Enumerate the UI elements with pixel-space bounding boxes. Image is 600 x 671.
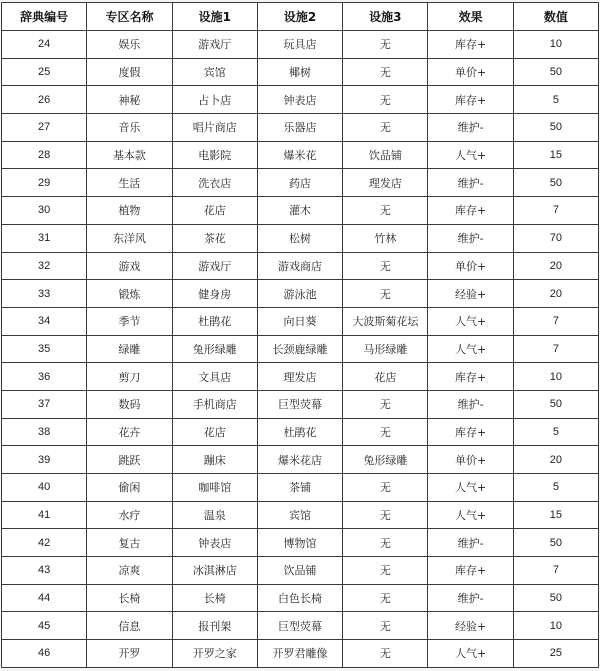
table-body [2, 31, 599, 668]
facility-2-cell: 爆米花店 [257, 446, 342, 474]
value-cell: 5 [513, 418, 598, 446]
dictionary-number-cell: 39 [2, 446, 87, 474]
facility-3-cell: 无 [343, 86, 428, 114]
facility-2-cell: 向日葵 [257, 307, 342, 335]
table-row [2, 612, 599, 640]
value-cell: 20 [513, 252, 598, 280]
value-cell: 50 [513, 114, 598, 142]
header-value: 数值 [513, 3, 598, 31]
dictionary-number-cell: 42 [2, 529, 87, 557]
effect-cell: 人气+ [428, 141, 513, 169]
value-cell: 15 [513, 141, 598, 169]
table-row [2, 280, 599, 308]
zone-name-cell: 生活 [87, 169, 172, 197]
effect-cell: 库存+ [428, 418, 513, 446]
facility-1-cell: 游戏厅 [172, 31, 257, 59]
facility-3-cell: 马形绿雕 [343, 335, 428, 363]
zone-dictionary-table [1, 2, 599, 668]
facility-3-cell: 无 [343, 584, 428, 612]
dictionary-number-cell: 44 [2, 584, 87, 612]
dictionary-number-cell: 36 [2, 363, 87, 391]
facility-3-cell: 无 [343, 474, 428, 502]
table-row [2, 58, 599, 86]
header-facility-1: 设施1 [172, 3, 257, 31]
dictionary-number-cell: 32 [2, 252, 87, 280]
facility-2-cell: 爆米花 [257, 141, 342, 169]
facility-3-cell: 理发店 [343, 169, 428, 197]
facility-1-cell: 手机商店 [172, 390, 257, 418]
effect-cell: 库存+ [428, 363, 513, 391]
dictionary-number-cell: 40 [2, 474, 87, 502]
zone-name-cell: 基本款 [87, 141, 172, 169]
facility-1-cell: 杜鹃花 [172, 307, 257, 335]
facility-1-cell: 蹦床 [172, 446, 257, 474]
facility-2-cell: 白色长椅 [257, 584, 342, 612]
dictionary-number-cell: 43 [2, 557, 87, 585]
header-effect: 效果 [428, 3, 513, 31]
effect-cell: 库存+ [428, 86, 513, 114]
effect-cell: 维护- [428, 584, 513, 612]
table-row [2, 224, 599, 252]
facility-3-cell: 无 [343, 390, 428, 418]
value-cell: 15 [513, 501, 598, 529]
value-cell: 50 [513, 58, 598, 86]
table-row [2, 31, 599, 59]
effect-cell: 经验+ [428, 280, 513, 308]
zone-name-cell: 凉爽 [87, 557, 172, 585]
zone-name-cell: 游戏 [87, 252, 172, 280]
table-row [2, 169, 599, 197]
facility-2-cell: 理发店 [257, 363, 342, 391]
facility-3-cell: 无 [343, 31, 428, 59]
facility-1-cell: 报刊架 [172, 612, 257, 640]
dictionary-number-cell: 45 [2, 612, 87, 640]
table-row [2, 557, 599, 585]
zone-name-cell: 绿雕 [87, 335, 172, 363]
effect-cell: 维护- [428, 224, 513, 252]
value-cell: 20 [513, 446, 598, 474]
dictionary-number-cell: 27 [2, 114, 87, 142]
header-dictionary-number: 辞典编号 [2, 3, 87, 31]
table-row [2, 114, 599, 142]
facility-3-cell: 大波斯菊花坛 [343, 307, 428, 335]
effect-cell: 维护- [428, 114, 513, 142]
value-cell: 10 [513, 612, 598, 640]
table-row [2, 474, 599, 502]
dictionary-number-cell: 31 [2, 224, 87, 252]
facility-1-cell: 文具店 [172, 363, 257, 391]
value-cell: 25 [513, 640, 598, 668]
zone-name-cell: 音乐 [87, 114, 172, 142]
dictionary-number-cell: 30 [2, 197, 87, 225]
table-row [2, 584, 599, 612]
facility-2-cell: 钟表店 [257, 86, 342, 114]
facility-2-cell: 博物馆 [257, 529, 342, 557]
effect-cell: 库存+ [428, 557, 513, 585]
facility-1-cell: 长椅 [172, 584, 257, 612]
dictionary-number-cell: 41 [2, 501, 87, 529]
facility-2-cell: 开罗君雕像 [257, 640, 342, 668]
table-row [2, 307, 599, 335]
zone-name-cell: 偷闲 [87, 474, 172, 502]
zone-name-cell: 花卉 [87, 418, 172, 446]
effect-cell: 库存+ [428, 197, 513, 225]
table-row [2, 446, 599, 474]
dictionary-number-cell: 35 [2, 335, 87, 363]
value-cell: 7 [513, 335, 598, 363]
zone-name-cell: 度假 [87, 58, 172, 86]
facility-3-cell: 无 [343, 252, 428, 280]
facility-2-cell: 药店 [257, 169, 342, 197]
facility-1-cell: 游戏厅 [172, 252, 257, 280]
dictionary-number-cell: 26 [2, 86, 87, 114]
effect-cell: 人气+ [428, 640, 513, 668]
facility-3-cell: 兔形绿雕 [343, 446, 428, 474]
table-row [2, 335, 599, 363]
value-cell: 7 [513, 557, 598, 585]
dictionary-number-cell: 33 [2, 280, 87, 308]
facility-1-cell: 钟表店 [172, 529, 257, 557]
zone-name-cell: 水疗 [87, 501, 172, 529]
facility-1-cell: 冰淇淋店 [172, 557, 257, 585]
zone-name-cell: 长椅 [87, 584, 172, 612]
facility-2-cell: 游泳池 [257, 280, 342, 308]
facility-3-cell: 无 [343, 58, 428, 86]
facility-2-cell: 宾馆 [257, 501, 342, 529]
zone-name-cell: 植物 [87, 197, 172, 225]
effect-cell: 维护- [428, 169, 513, 197]
facility-2-cell: 灌木 [257, 197, 342, 225]
facility-1-cell: 开罗之家 [172, 640, 257, 668]
facility-3-cell: 无 [343, 114, 428, 142]
value-cell: 7 [513, 197, 598, 225]
facility-3-cell: 无 [343, 612, 428, 640]
value-cell: 20 [513, 280, 598, 308]
facility-2-cell: 长颈鹿绿雕 [257, 335, 342, 363]
table-row [2, 197, 599, 225]
effect-cell: 单价+ [428, 446, 513, 474]
facility-3-cell: 饮品铺 [343, 141, 428, 169]
table-row [2, 86, 599, 114]
table-row [2, 501, 599, 529]
value-cell: 5 [513, 86, 598, 114]
facility-3-cell: 无 [343, 197, 428, 225]
zone-name-cell: 复古 [87, 529, 172, 557]
effect-cell: 人气+ [428, 474, 513, 502]
facility-3-cell: 无 [343, 501, 428, 529]
effect-cell: 单价+ [428, 252, 513, 280]
effect-cell: 维护- [428, 529, 513, 557]
table-row [2, 640, 599, 668]
facility-3-cell: 竹林 [343, 224, 428, 252]
facility-3-cell: 无 [343, 280, 428, 308]
value-cell: 10 [513, 363, 598, 391]
dictionary-number-cell: 24 [2, 31, 87, 59]
value-cell: 5 [513, 474, 598, 502]
value-cell: 50 [513, 584, 598, 612]
facility-2-cell: 椰树 [257, 58, 342, 86]
effect-cell: 人气+ [428, 335, 513, 363]
zone-name-cell: 东洋风 [87, 224, 172, 252]
dictionary-number-cell: 38 [2, 418, 87, 446]
facility-3-cell: 花店 [343, 363, 428, 391]
table-row [2, 141, 599, 169]
facility-1-cell: 健身房 [172, 280, 257, 308]
facility-1-cell: 花店 [172, 197, 257, 225]
dictionary-number-cell: 29 [2, 169, 87, 197]
facility-1-cell: 占卜店 [172, 86, 257, 114]
dictionary-number-cell: 28 [2, 141, 87, 169]
facility-1-cell: 唱片商店 [172, 114, 257, 142]
facility-1-cell: 洗衣店 [172, 169, 257, 197]
facility-3-cell: 无 [343, 557, 428, 585]
effect-cell: 库存+ [428, 31, 513, 59]
dictionary-number-cell: 34 [2, 307, 87, 335]
table-row [2, 390, 599, 418]
effect-cell: 人气+ [428, 501, 513, 529]
effect-cell: 单价+ [428, 58, 513, 86]
facility-3-cell: 无 [343, 529, 428, 557]
facility-1-cell: 花店 [172, 418, 257, 446]
facility-2-cell: 饮品铺 [257, 557, 342, 585]
header-facility-3: 设施3 [343, 3, 428, 31]
facility-3-cell: 无 [343, 418, 428, 446]
header-row [2, 3, 599, 31]
facility-2-cell: 游戏商店 [257, 252, 342, 280]
value-cell: 50 [513, 529, 598, 557]
effect-cell: 人气+ [428, 307, 513, 335]
zone-name-cell: 信息 [87, 612, 172, 640]
header-zone-name: 专区名称 [87, 3, 172, 31]
zone-name-cell: 跳跃 [87, 446, 172, 474]
zone-name-cell: 锻炼 [87, 280, 172, 308]
zone-name-cell: 娱乐 [87, 31, 172, 59]
facility-2-cell: 巨型荧幕 [257, 612, 342, 640]
facility-1-cell: 温泉 [172, 501, 257, 529]
facility-2-cell: 松树 [257, 224, 342, 252]
header-facility-2: 设施2 [257, 3, 342, 31]
dictionary-number-cell: 37 [2, 390, 87, 418]
zone-name-cell: 开罗 [87, 640, 172, 668]
value-cell: 70 [513, 224, 598, 252]
facility-3-cell: 无 [343, 640, 428, 668]
zone-name-cell: 剪刀 [87, 363, 172, 391]
facility-1-cell: 宾馆 [172, 58, 257, 86]
effect-cell: 维护- [428, 390, 513, 418]
effect-cell: 经验+ [428, 612, 513, 640]
table-row [2, 252, 599, 280]
facility-2-cell: 茶铺 [257, 474, 342, 502]
table-row [2, 363, 599, 391]
facility-2-cell: 巨型荧幕 [257, 390, 342, 418]
dictionary-number-cell: 25 [2, 58, 87, 86]
value-cell: 7 [513, 307, 598, 335]
zone-name-cell: 季节 [87, 307, 172, 335]
zone-name-cell: 数码 [87, 390, 172, 418]
table-row [2, 529, 599, 557]
facility-1-cell: 兔形绿雕 [172, 335, 257, 363]
value-cell: 50 [513, 169, 598, 197]
facility-2-cell: 玩具店 [257, 31, 342, 59]
facility-1-cell: 咖啡馆 [172, 474, 257, 502]
zone-name-cell: 神秘 [87, 86, 172, 114]
facility-2-cell: 杜鹃花 [257, 418, 342, 446]
table-row [2, 418, 599, 446]
facility-2-cell: 乐器店 [257, 114, 342, 142]
facility-1-cell: 电影院 [172, 141, 257, 169]
value-cell: 50 [513, 390, 598, 418]
dictionary-number-cell: 46 [2, 640, 87, 668]
value-cell: 10 [513, 31, 598, 59]
facility-1-cell: 茶花 [172, 224, 257, 252]
